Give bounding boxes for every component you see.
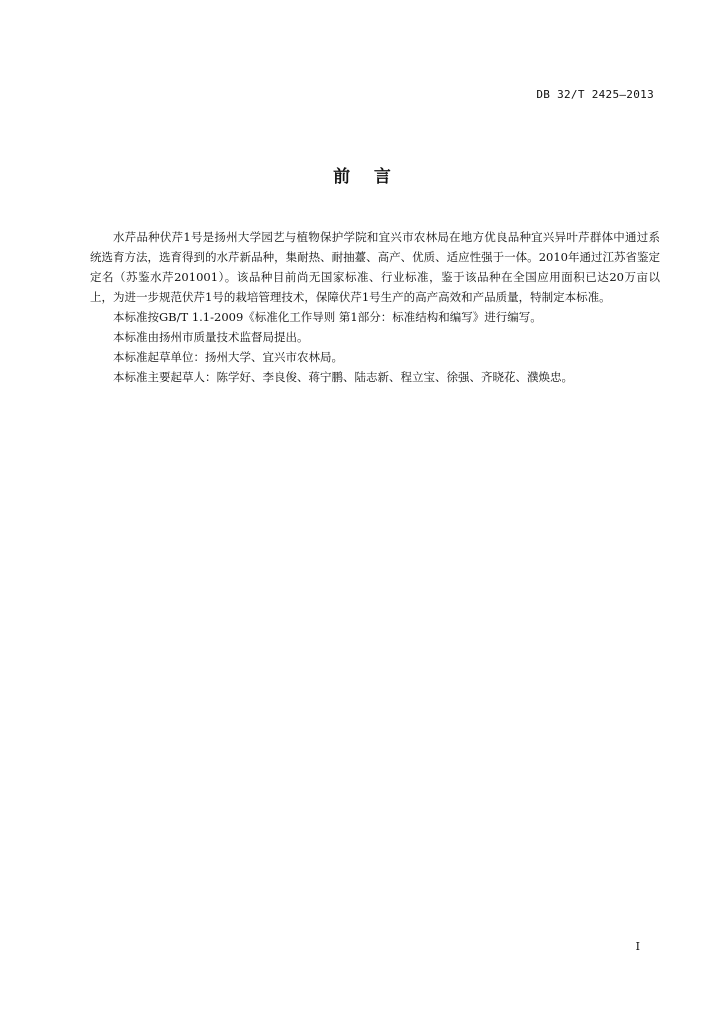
page-number: I [635, 940, 640, 953]
foreword-paragraph-drafters: 本标准主要起草人：陈学好、李良俊、蒋宁鹏、陆志新、程立宝、徐强、齐晓花、濮焕忠。 [113, 370, 573, 384]
foreword-paragraph-drafting-rules: 本标准按GB/T 1.1-2009《标准化工作导则 第1部分：标准结构和编写》进行编写。 [113, 310, 542, 324]
foreword-paragraph-intro: 水芹品种伏芹1号是扬州大学园艺与植物保护学院和宜兴市农林局在地方优良品种宜兴异叶芹群体中通过系统选育方法，选育得到的水芹新品种，集耐热、耐抽薹、高产、优质、适应性强于一体。2010年通过江苏省鉴定定名（苏鉴水芹201001）。该品种目前尚无国家标准、行业标准，鉴于该品种在全国应用面积已达20万亩以上，为进一步规范伏芹1号的栽培管理技术，保障伏芹1号生产的高产高效和产品质量，特制定本标准。 [90, 230, 660, 304]
foreword-body [90, 227, 660, 387]
standard-code: DB 32/T 2425—2013 [536, 88, 654, 101]
foreword-paragraph-drafting-units: 本标准起草单位：扬州大学、宜兴市农林局。 [113, 350, 343, 364]
page-title: 前 言 [333, 167, 391, 187]
foreword-paragraph-proposer: 本标准由扬州市质量技术监督局提出。 [113, 330, 309, 344]
